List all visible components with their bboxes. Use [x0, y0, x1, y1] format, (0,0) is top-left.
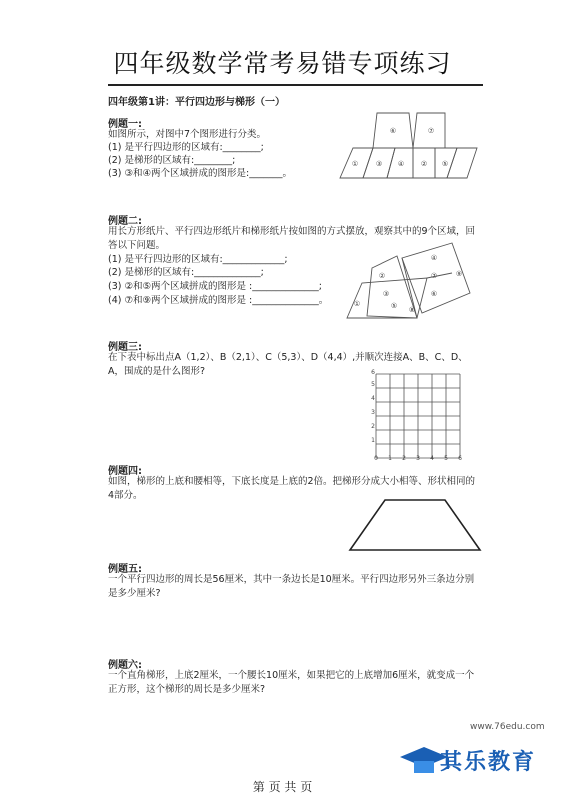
region-label: ⑤ [441, 160, 449, 168]
x-tick-label: 1 [388, 455, 392, 462]
region-label: ① [353, 300, 361, 308]
logo-url: www.76edu.com [470, 722, 545, 732]
example-1-line: 如图所示，对图中7个图形进行分类。 [108, 129, 267, 140]
example-1-line: (1) 是平行四边形的区域有:________; [108, 142, 264, 153]
trapezoid-figure [345, 495, 485, 555]
y-tick-label: 4 [371, 395, 375, 402]
example-3-intro: 在下表中标出点A（1,2）、B（2,1）、C（5,3）、D（4,4）,并顺次连接A、B、C、D、A，围成的是什么图形? [108, 352, 468, 377]
example-3-title: 例题三: [108, 342, 142, 353]
y-tick-label: 3 [371, 409, 375, 416]
region-label: ⑦ [430, 272, 438, 280]
x-tick-label: 5 [444, 455, 448, 462]
example-6-intro: 一个直角梯形，上底2厘米，一个腰长10厘米，如果把它的上底增加6厘米，就变成一个正方形，这个梯形的周长是多少厘米? [108, 670, 475, 695]
example-4-title: 例题四: [108, 466, 142, 477]
region-label: ② [420, 160, 428, 168]
example-2-line: (2) 是梯形的区域有:______________; [108, 267, 264, 278]
example-1-figure [335, 108, 485, 188]
y-tick-label: 6 [371, 369, 375, 376]
coordinate-grid [370, 368, 470, 464]
lesson-heading: 四年级第1讲：平行四边形与梯形（一） [108, 97, 285, 108]
x-tick-label: 4 [430, 455, 434, 462]
region-label: ① [351, 160, 359, 168]
example-2-line: (4) ⑦和⑨两个区域拼成的图形是 :______________。 [108, 295, 329, 306]
y-tick-label: 1 [371, 437, 375, 444]
y-tick-label: 2 [371, 423, 375, 430]
title-rule [108, 84, 483, 86]
example-5-title: 例题五: [108, 564, 142, 575]
region-label: ⑨ [455, 270, 463, 278]
y-tick-label: 5 [371, 381, 375, 388]
region-label: ③ [382, 290, 390, 298]
region-label: ③ [375, 160, 383, 168]
region-label: ② [378, 272, 386, 280]
x-tick-label: 2 [402, 455, 406, 462]
x-tick-label: 3 [416, 455, 420, 462]
example-1-line: (2) 是梯形的区域有:________; [108, 155, 236, 166]
page-footer: 第 页 共 页 [252, 780, 313, 794]
example-4-intro: 如图，梯形的上底和腰相等，下底长度是上底的2倍。把梯形分成大小相等、形状相同的4部分。 [108, 476, 476, 501]
x-tick-label: 0 [374, 455, 378, 462]
logo-name: 其乐教育 [440, 750, 537, 775]
region-label: ⑥ [389, 127, 397, 135]
example-1-title: 例题一: [108, 119, 142, 130]
example-2-title: 例题二: [108, 216, 142, 227]
region-label: ⑥ [430, 290, 438, 298]
region-label: ⑤ [390, 302, 398, 310]
example-2-intro: 用长方形纸片、平行四边形纸片和梯形纸片按如图的方式摆放，观察其中的9个区域，回答以下问题。 [108, 226, 476, 251]
region-label: ④ [397, 160, 405, 168]
example-2-figure [342, 238, 477, 323]
x-tick-label: 6 [458, 455, 462, 462]
example-2-line: (1) 是平行四边形的区域有:_____________; [108, 254, 288, 265]
page-title: 四年级数学常考易错专项练习 [113, 49, 452, 78]
example-1-line: (3) ③和④两个区域拼成的图形是:_______。 [108, 168, 292, 179]
example-2-line: (3) ②和⑤两个区域拼成的图形是 :______________; [108, 281, 322, 292]
example-5-intro: 一个平行四边形的周长是56厘米，其中一条边长是10厘米。平行四边形另外三条边分别是多少厘米? [108, 574, 475, 599]
region-label: ④ [430, 254, 438, 262]
region-label: ⑧ [408, 306, 416, 314]
region-label: ⑦ [427, 127, 435, 135]
example-6-title: 例题六: [108, 660, 142, 671]
